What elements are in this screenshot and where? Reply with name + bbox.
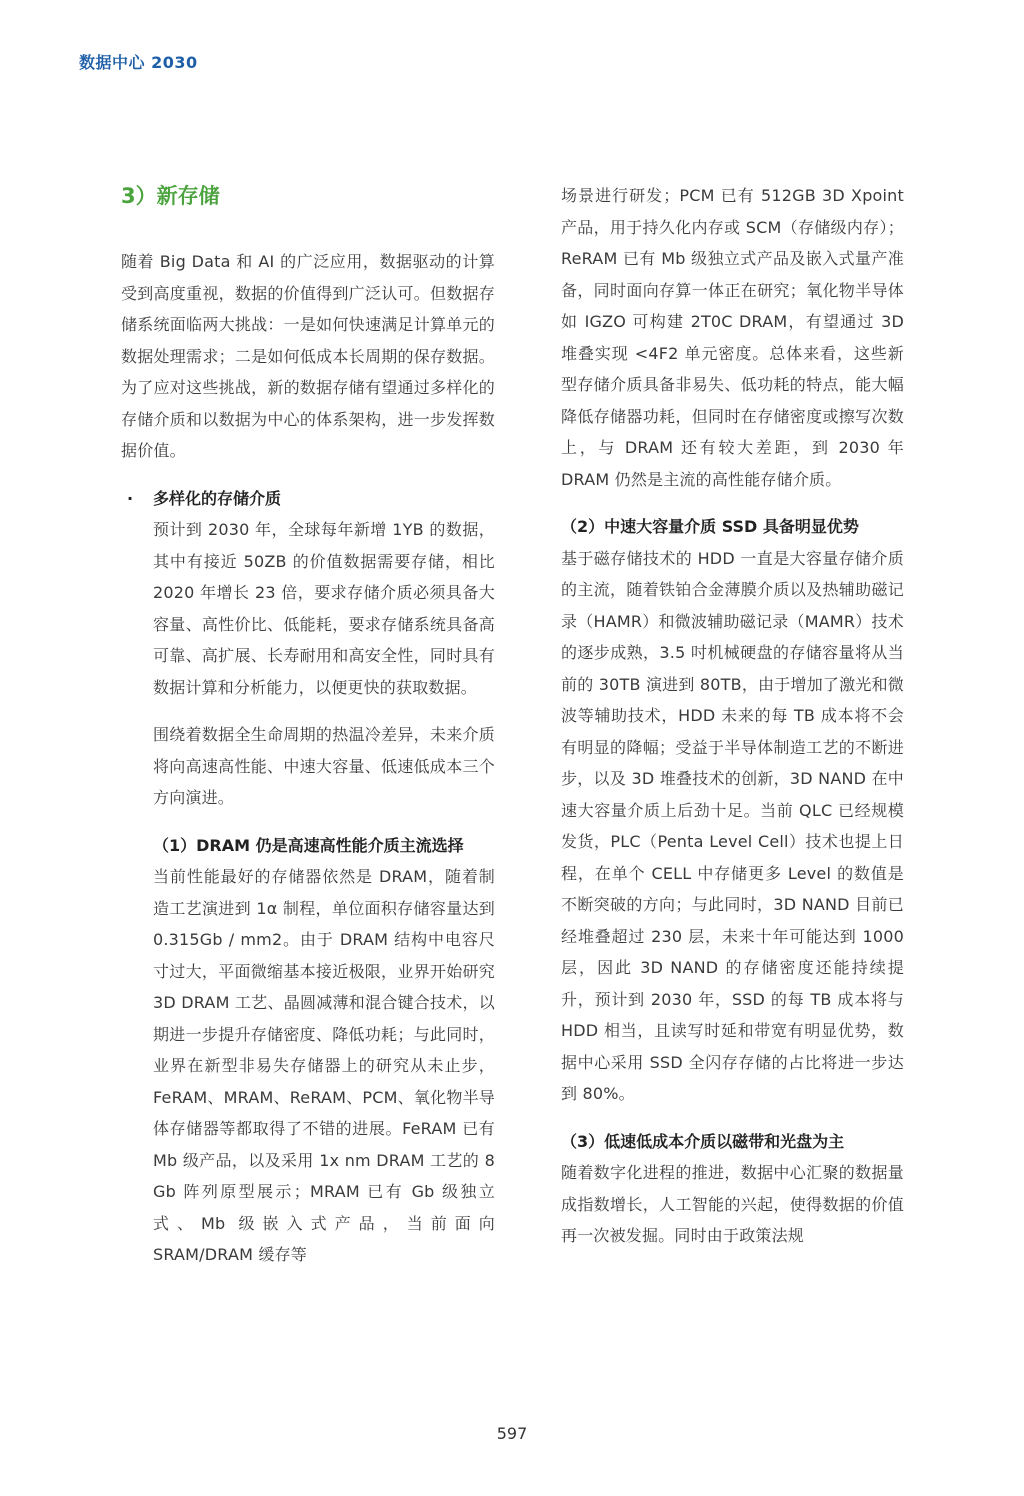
- subsection-1-title: （1）DRAM 仍是高速高性能介质主流选择: [153, 835, 464, 855]
- page-number: 597: [496, 1424, 528, 1443]
- running-header: 数据中心 2030: [79, 53, 198, 72]
- subsection-3-paragraph: 随着数字化进程的推进，数据中心汇聚的数据量成指数增长，人工智能的兴起，使得数据的价值再一次被发掘。同时由于政策法规: [561, 1163, 904, 1245]
- right-column: [561, 180, 904, 1252]
- intro-paragraph: 随着 Big Data 和 AI 的广泛应用，数据驱动的计算受到高度重视，数据的价值得到广泛认可。但数据存储系统面临两大挑战：一是如何快速满足计算单元的数据处理需求；二是如何低成本长周期的保存数据。为了应对这些挑战，新的数据存储有望通过多样化的存储介质和以数据为中心的体系架构，进一步发挥数据价值。: [121, 252, 495, 460]
- subsection-3-title: （3）低速低成本介质以磁带和光盘为主: [561, 1131, 845, 1151]
- subsection-2-title: （2）中速大容量介质 SSD 具备明显优势: [561, 517, 859, 536]
- subsection-1-paragraph: 当前性能最好的存储器依然是 DRAM，随着制造工艺演进到 1α 制程，单位面积存储容量达到 0.315Gb / mm2。由于 DRAM 结构中电容尺寸过大，平面微缩基本接近极限，业界开始研究 3D DRAM 工艺、晶圆减薄和混合键合技术，以期进一步提升存储密度、降低功耗；与此同时，业界在新型非易失存储器上的研究从未止步，FeRAM、MRAM、ReRAM、PCM、氧化物半导体存储器等都取得了不错的进展。FeRAM 已有 Mb 级产品，以及采用 1x nm DRAM 工艺的 8 Gb 阵列原型展示；MRAM 已有 Gb 级独立式、Mb 级嵌入式产品，当前面向 SRAM/DRAM 缓存等: [153, 867, 495, 1264]
- continued-paragraph: 场景进行研发；PCM 已有 512GB 3D Xpoint 产品，用于持久化内存或 SCM（存储级内存）；ReRAM 已有 Mb 级独立式产品及嵌入式量产准备，同时面向存算一体正在研究；氧化物半导体如 IGZO 可构建 2T0C DRAM，有望通过 3D 堆叠实现 <4F2 单元密度。总体来看，这些新型存储介质具备非易失、低功耗的特点，能大幅降低存储器功耗，但同时在存储密度或擦写次数上，与 DRAM 还有较大差距，到 2030 年 DRAM 仍然是主流的高性能存储介质。: [561, 186, 904, 489]
- bullet-heading: [127, 483, 495, 515]
- bullet-paragraph-1: 预计到 2030 年，全球每年新增 1YB 的数据，其中有接近 50ZB 的价值数据需要存储，相比 2020 年增长 23 倍，要求存储介质必须具备大容量、高性价比、低能耗，要求存储系统具备高可靠、高扩展、长寿耐用和高安全性，同时具有数据计算和分析能力，以便更快的获取数据。: [153, 520, 495, 697]
- section-title: 3）新存储: [121, 184, 220, 208]
- bullet-title: 多样化的存储介质: [153, 488, 282, 508]
- subsection-2-paragraph: 基于磁存储技术的 HDD 一直是大容量存储介质的主流，随着铁铂合金薄膜介质以及热辅助磁记录（HAMR）和微波辅助磁记录（MAMR）技术的逐步成熟，3.5 吋机械硬盘的存储容量将从当前的 30TB 演进到 80TB，由于增加了激光和微波等辅助技术，HDD 未来的每 TB 成本将不会有明显的降幅；受益于半导体制造工艺的不断进步，以及 3D 堆叠技术的创新，3D NAND 在中速大容量介质上后劲十足。当前 QLC 已经规模发货，PLC（Penta Level Cell）技术也提上日程，在单个 CELL 中存储更多 Level 的数值是不断突破的方向；与此同时，3D NAND 目前已经堆叠超过 230 层，未来十年可能达到 1000 层，因此 3D NAND 的存储密度还能持续提升，预计到 2030 年，SSD 的每 TB 成本将与 HDD 相当，且读写时延和带宽有明显优势，数据中心采用 SSD 全闪存存储的占比将进一步达到 80%。: [561, 548, 904, 1103]
- left-column: [121, 176, 495, 1271]
- bullet-marker: ·: [127, 488, 134, 508]
- bullet-paragraph-2: 围绕着数据全生命周期的热温冷差异，未来介质将向高速高性能、中速大容量、低速低成本三个方向演进。: [153, 725, 495, 807]
